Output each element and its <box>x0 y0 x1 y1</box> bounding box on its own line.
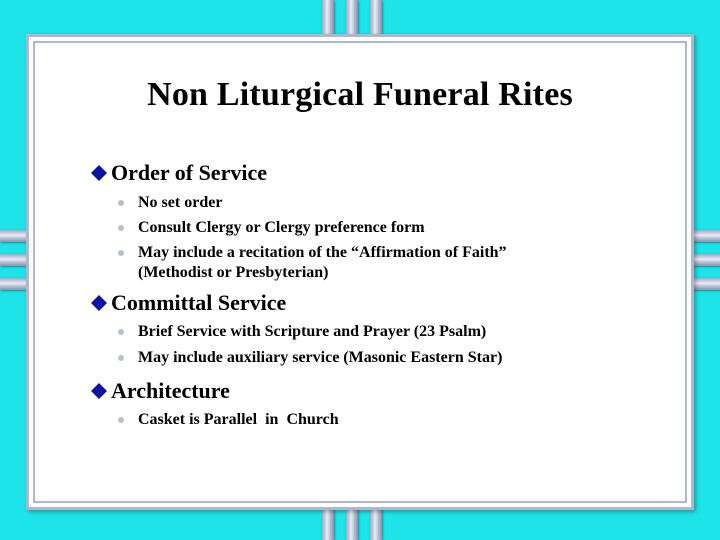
bullet-text: No set order <box>138 194 223 211</box>
diamond-bullet-icon <box>90 164 108 182</box>
dot-bullet-icon <box>118 355 124 361</box>
dot-bullet-icon <box>118 329 124 335</box>
section-heading-committal-service <box>90 290 286 316</box>
section-heading-order-of-service <box>90 160 267 186</box>
section-heading-architecture <box>90 378 230 404</box>
slide-title: Non Liturgical Funeral Rites <box>147 76 573 113</box>
bullet-text: May include auxiliary service (Masonic Eastern Star) <box>138 349 503 366</box>
bullet-text: Brief Service with Scripture and Prayer (23 Psalm) <box>138 323 487 340</box>
dot-bullet-icon <box>118 200 124 206</box>
bullet-item <box>118 193 222 213</box>
diamond-bullet-icon <box>90 382 108 400</box>
bullet-item <box>118 410 339 430</box>
section-heading-label: Committal Service <box>111 290 287 315</box>
bullet-text: Casket is Parallel in Church <box>138 411 339 428</box>
bullet-item <box>118 218 425 238</box>
bullet-item <box>118 348 502 368</box>
diamond-bullet-icon <box>90 294 108 312</box>
bullet-item <box>118 243 507 283</box>
section-heading-label: Order of Service <box>111 160 267 185</box>
section-heading-label: Architecture <box>111 378 230 403</box>
dot-bullet-icon <box>118 225 124 231</box>
bullet-item <box>118 322 486 342</box>
bullet-text: Consult Clergy or Clergy preference form <box>138 219 425 236</box>
bullet-text: May include a recitation of the “Affirmation of Faith” (Methodist or Presbyterian) <box>138 244 507 281</box>
dot-bullet-icon <box>118 417 124 423</box>
dot-bullet-icon <box>118 250 124 256</box>
